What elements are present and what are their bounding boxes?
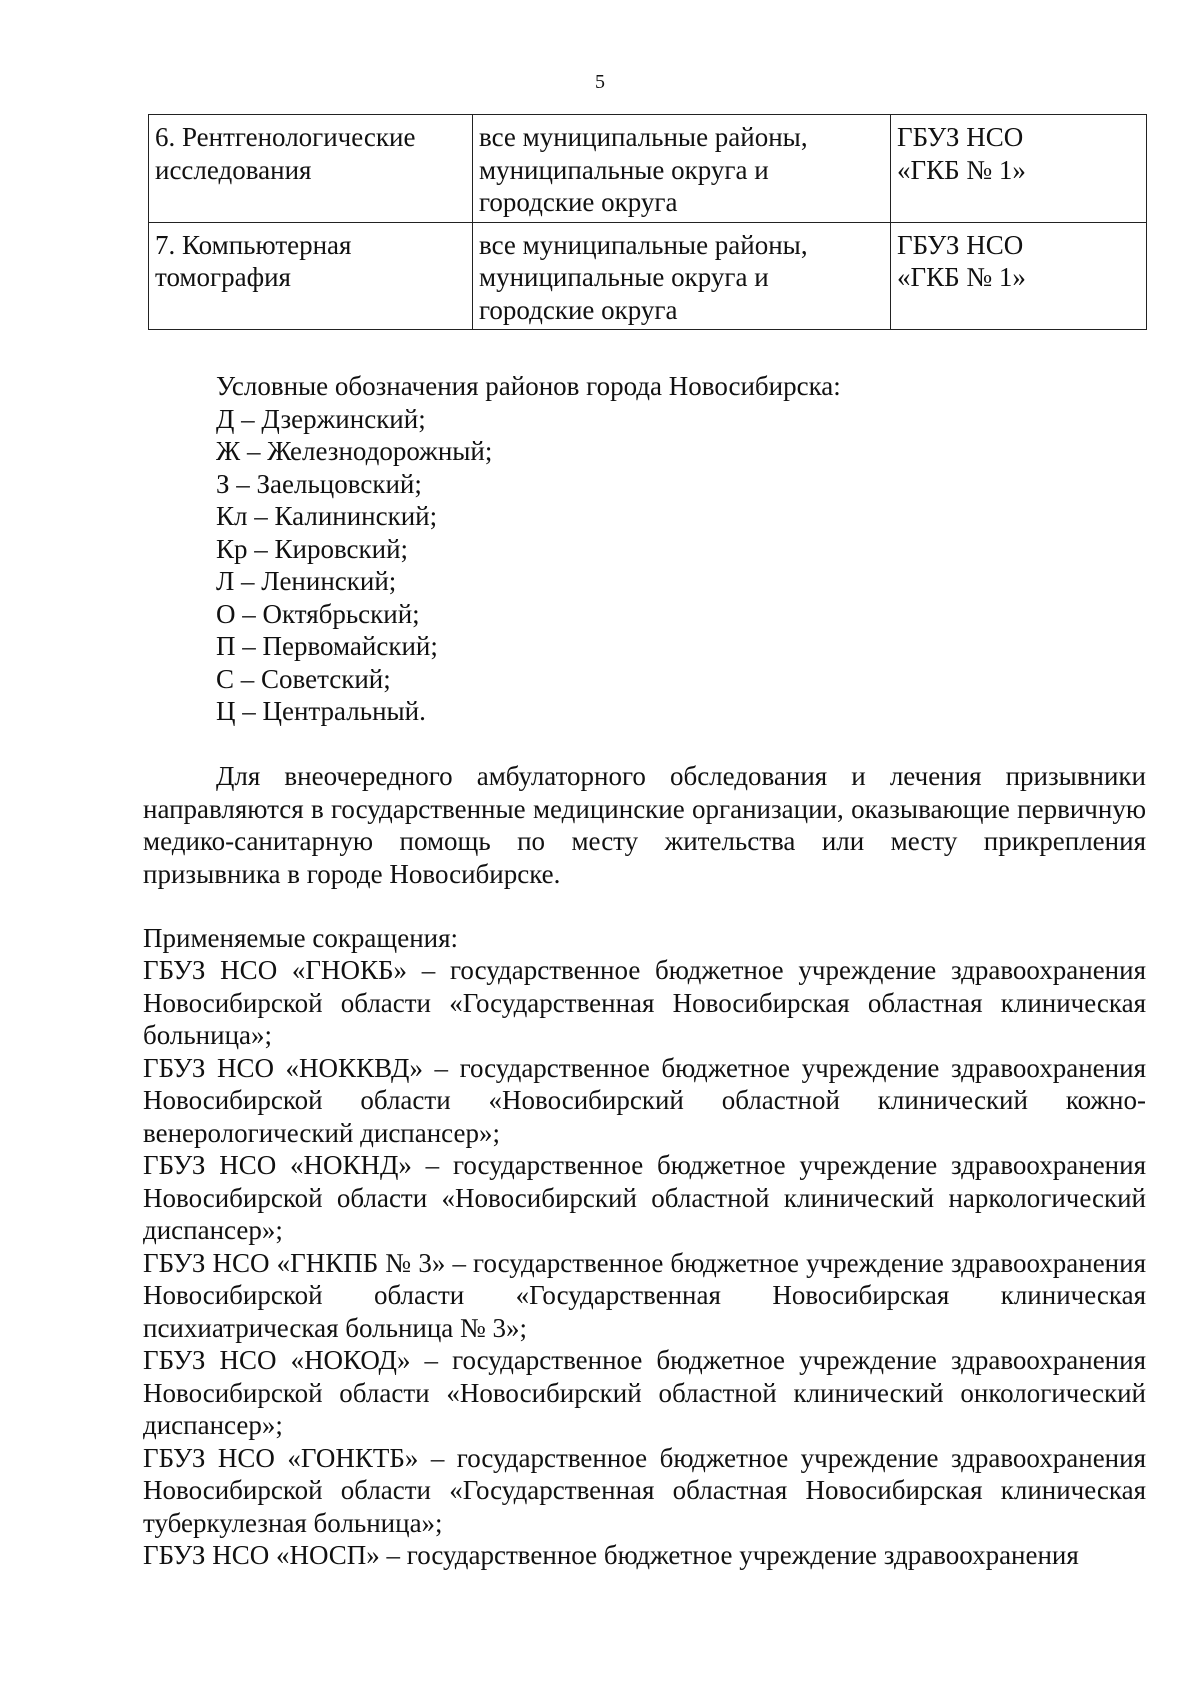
org-cell [891,115,1147,223]
org-line: «ГКБ № 1» [897,154,1026,185]
area-line: все муниципальные районы, [479,122,808,152]
abbreviation-item: ГБУЗ НСО «НОККВД» – государственное бюджетное учреждение здравоохранения Новосибирской области «Новосибирский областной клинический кожно-венерологический диспансер»; [143,1052,1146,1148]
legend-item: Д – Дзержинский; [216,403,426,434]
legend-item: Кр – Кировский; [216,533,409,564]
area-line: городские округа [479,187,678,217]
service-line: исследования [155,154,312,185]
abbreviation-item: ГБУЗ НСО «НОСП» – государственное бюджетное учреждение здравоохранения [143,1540,1079,1570]
abbreviation-item: ГБУЗ НСО «ГОНКТБ» – государственное бюджетное учреждение здравоохранения Новосибирской области «Государственная областная Новосибирская клиническая туберкулезная больница»; [143,1442,1146,1538]
service-cell [149,222,473,330]
service-line: 6. Рентгенологические [155,122,416,152]
area-line: все муниципальные районы, [479,229,808,260]
legend-item: Кл – Калининский; [216,501,438,531]
service-line: томография [155,262,291,292]
area-cell [473,115,891,223]
legend-item: О – Октябрьский; [216,598,420,629]
legend-title: Условные обозначения районов города Новосибирска: [216,371,841,401]
org-line: ГБУЗ НСО [897,122,1024,152]
legend-item: З – Заельцовский; [216,468,422,499]
area-cell [473,222,891,330]
area-line: муниципальные округа и [479,154,769,185]
abbreviations-title: Применяемые сокращения: [143,923,459,953]
area-line: муниципальные округа и [479,262,769,292]
service-cell [149,115,473,223]
table-row [149,115,1147,223]
legend-item: Ц – Центральный. [216,696,426,726]
abbreviation-item: ГБУЗ НСО «ГНОКБ» – государственное бюджетное учреждение здравоохранения Новосибирской области «Государственная Новосибирская областная клиническая больница»; [143,955,1146,1050]
abbreviation-item: ГБУЗ НСО «НОКНД» – государственное бюджетное учреждение здравоохранения Новосибирской области «Новосибирский областной клинический наркологический диспансер»; [143,1150,1146,1245]
service-line: 7. Компьютерная [155,229,352,260]
abbreviations-list [143,954,1146,1572]
legend-item: С – Советский; [216,663,391,694]
abbreviation-item: ГБУЗ НСО «НОКОД» – государственное бюджетное учреждение здравоохранения Новосибирской области «Новосибирский областной клинический онкологический диспансер»; [143,1345,1146,1440]
org-line: ГБУЗ НСО [897,229,1024,260]
area-line: городские округа [479,294,678,325]
legend-item: П – Первомайский; [216,631,438,661]
legend-item: Ж – Железнодорожный; [216,436,493,466]
org-cell [891,222,1147,330]
legend-item: Л – Ленинский; [216,566,397,596]
district-legend [216,370,841,728]
org-line: «ГКБ № 1» [897,262,1026,292]
page-number: 5 [595,71,605,93]
table-row [149,222,1147,330]
referral-paragraph: Для внеочередного амбулаторного обследования и лечения призывники направляются в государственные медицинские организации, оказывающие первичную медико-санитарную помощь по месту жительства или месту прикрепления призывника в городе Новосибирске. [143,761,1146,889]
services-table [148,114,1147,330]
abbreviation-item: ГБУЗ НСО «ГНКПБ № 3» – государственное бюджетное учреждение здравоохранения Новосибирской области «Государственная Новосибирская клиническая психиатрическая больница № 3»; [143,1247,1146,1343]
